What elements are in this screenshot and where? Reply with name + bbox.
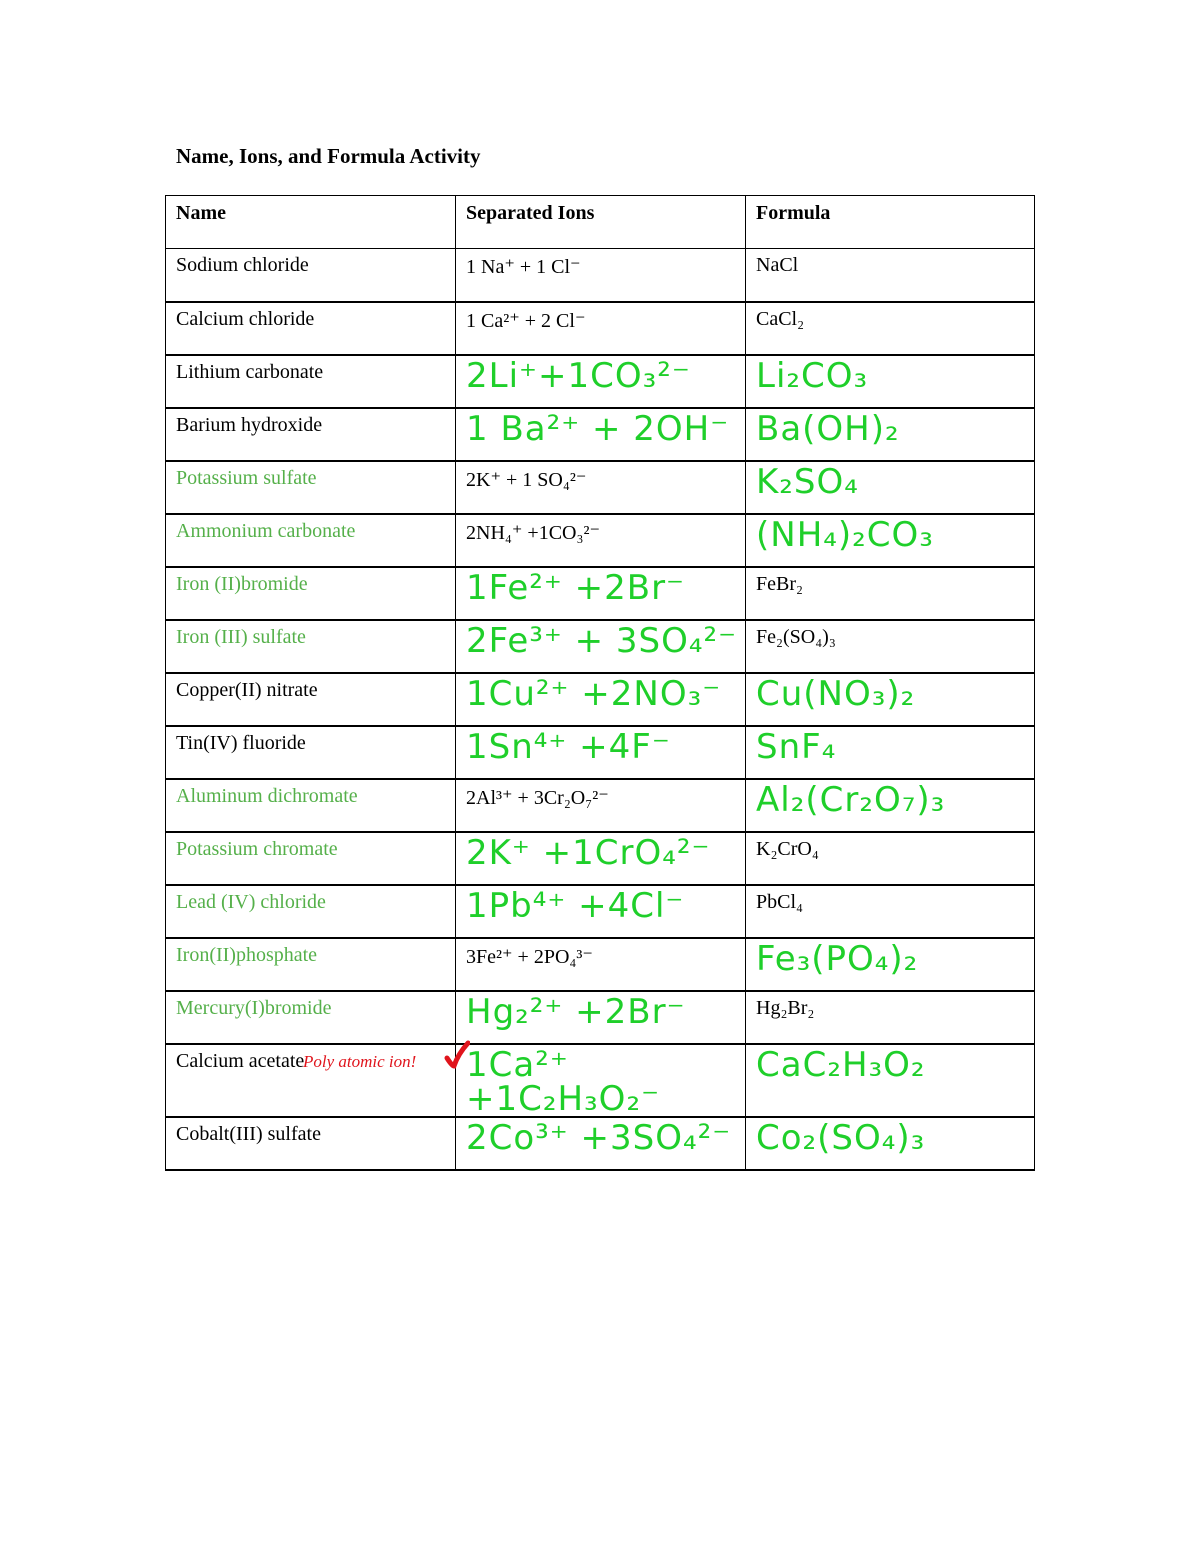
formula [746,779,1035,832]
formula: Fe₂(SO₄)₃ [746,620,1035,673]
separated-ions: 3Fe²⁺ + 2PO₄³⁻ [456,938,746,991]
table-row [166,673,1035,726]
formula [746,673,1035,726]
formula: K₂CrO₄ [746,832,1035,885]
compound-name: Mercury(I)bromide [166,991,456,1044]
formula: Hg₂Br₂ [746,991,1035,1044]
table-row [166,249,1035,302]
formula [746,726,1035,779]
formula: NaCl [746,249,1035,302]
compound-name: Calcium chloride [166,302,456,355]
table-row [166,514,1035,567]
table-row [166,726,1035,779]
separated-ions [456,726,746,779]
table-row [166,832,1035,885]
separated-ions: 2K⁺ + 1 SO₄²⁻ [456,461,746,514]
separated-ions [456,832,746,885]
separated-ions: 2Al³⁺ + 3Cr₂O₇²⁻ [456,779,746,832]
table-row [166,461,1035,514]
compound-name: Iron(II)phosphate [166,938,456,991]
handwritten-ions: 1 Ba²⁺ + 2OH⁻ [466,408,730,449]
handwritten-ions: 1Ca²⁺ +1C₂H₃O₂⁻ [466,1044,661,1119]
separated-ions [456,567,746,620]
handwritten-formula: Fe₃(PO₄)₂ [756,938,919,979]
compound-name: Copper(II) nitrate [166,673,456,726]
header-separated-ions: Separated Ions [456,196,746,249]
compound-name: Potassium chromate [166,832,456,885]
handwritten-ions: 1Fe²⁺ +2Br⁻ [466,567,686,608]
handwritten-formula: Li₂CO₃ [756,355,869,396]
handwritten-ions: 2Fe³⁺ + 3SO₄²⁻ [466,620,738,661]
compound-name: Lithium carbonate [166,355,456,408]
table-row [166,567,1035,620]
ions-formula-table [165,195,1035,1171]
compound-name: Calcium acetate [166,1044,456,1117]
table-row [166,1117,1035,1170]
formula [746,461,1035,514]
separated-ions: 1 Ca²⁺ + 2 Cl⁻ [456,302,746,355]
separated-ions [456,673,746,726]
table-row [166,302,1035,355]
compound-name: Lead (IV) chloride [166,885,456,938]
handwritten-ions: 2Li⁺+1CO₃²⁻ [466,355,691,396]
poly-atomic-ion-annotation: Poly atomic ion! [303,1052,417,1071]
formula [746,514,1035,567]
separated-ions [456,885,746,938]
handwritten-ions: 1Cu²⁺ +2NO₃⁻ [466,673,722,714]
red-check-icon [444,1040,470,1070]
handwritten-formula: K₂SO₄ [756,461,859,502]
page-title: Name, Ions, and Formula Activity [176,144,481,168]
compound-name: Cobalt(III) sulfate [166,1117,456,1170]
compound-name: Aluminum dichromate [166,779,456,832]
formula [746,355,1035,408]
separated-ions: 2NH₄⁺ +1CO₃²⁻ [456,514,746,567]
compound-name: Iron (III) sulfate [166,620,456,673]
header-formula: Formula [746,196,1035,249]
compound-name: Ammonium carbonate [166,514,456,567]
separated-ions [456,1044,746,1117]
handwritten-formula: Co₂(SO₄)₃ [756,1117,926,1158]
separated-ions [456,355,746,408]
table-row [166,885,1035,938]
formula [746,408,1035,461]
compound-name: Barium hydroxide [166,408,456,461]
compound-name: Tin(IV) fluoride [166,726,456,779]
formula [746,938,1035,991]
handwritten-ions: 2K⁺ +1CrO₄²⁻ [466,832,711,873]
compound-name: Potassium sulfate [166,461,456,514]
table-row [166,1044,1035,1117]
handwritten-formula: Ba(OH)₂ [756,408,900,449]
header-name: Name [166,196,456,249]
handwritten-formula: SnF₄ [756,726,837,767]
handwritten-formula: Cu(NO₃)₂ [756,673,916,714]
formula: FeBr₂ [746,567,1035,620]
formula [746,1044,1035,1117]
table-row [166,355,1035,408]
table-row [166,408,1035,461]
compound-name: Sodium chloride [166,249,456,302]
separated-ions [456,1117,746,1170]
handwritten-ions: Hg₂²⁺ +2Br⁻ [466,991,686,1032]
separated-ions [456,408,746,461]
separated-ions [456,620,746,673]
formula [746,1117,1035,1170]
table-row [166,991,1035,1044]
table-row [166,938,1035,991]
handwritten-formula: (NH₄)₂CO₃ [756,514,934,555]
table-row [166,620,1035,673]
table-header-row [166,196,1035,249]
compound-name: Iron (II)bromide [166,567,456,620]
table-row [166,779,1035,832]
handwritten-ions: 2Co³⁺ +3SO₄²⁻ [466,1117,732,1158]
formula: CaCl₂ [746,302,1035,355]
handwritten-formula: Al₂(Cr₂O₇)₃ [756,779,946,820]
separated-ions: 1 Na⁺ + 1 Cl⁻ [456,249,746,302]
separated-ions [456,991,746,1044]
formula: PbCl₄ [746,885,1035,938]
handwritten-ions: 1Pb⁴⁺ +4Cl⁻ [466,885,685,926]
handwritten-ions: 1Sn⁴⁺ +4F⁻ [466,726,671,767]
handwritten-formula: CaC₂H₃O₂ [756,1044,926,1085]
